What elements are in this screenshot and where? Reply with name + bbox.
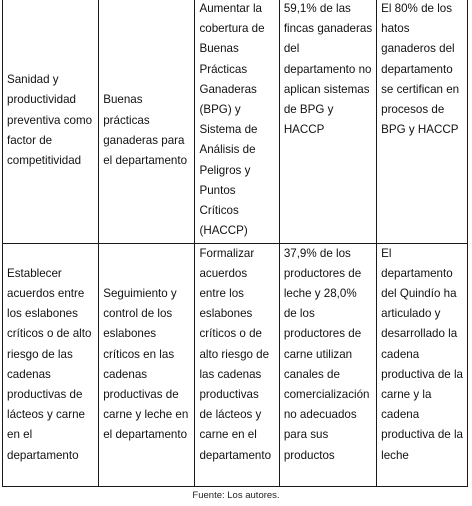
table-cell: El 80% de los hatos ganaderos del departamento se certifican en procesos de BPG y HACCP <box>377 0 468 243</box>
table-row <box>3 0 468 243</box>
table-cell: Seguimiento y control de los eslabones críticos en las cadenas productivas de carne y leche en el departamento <box>99 243 195 487</box>
table-cell: 37,9% de los productores de leche y 28,0% de los productores de carne utilizan canales de comercialización no adecuados para sus productos <box>279 243 376 487</box>
data-table <box>2 0 468 487</box>
table-cell: El departamento del Quindío ha articulado y desarrollado la cadena productiva de la carne y la cadena productiva de la leche <box>377 243 468 487</box>
table-cell: Buenas prácticas ganaderas para el departamento <box>99 0 195 243</box>
table-cell: Aumentar la cobertura de Buenas Prácticas Ganaderas (BPG) y Sistema de Análisis de Peligros y Puntos Críticos (HACCP) <box>195 0 279 243</box>
table-cell: 59,1% de las fincas ganaderas del departamento no aplican sistemas de BPG y HACCP <box>279 0 376 243</box>
table-source-caption: Fuente: Los autores. <box>192 490 280 501</box>
table-cell: Establecer acuerdos entre los eslabones críticos o de alto riesgo de las cadenas productivas de lácteos y carne en el departamento <box>3 243 99 487</box>
table-cell: Formalizar acuerdos entre los eslabones críticos o de alto riesgo de las cadenas productivas de lácteos y carne en el departamento <box>195 243 279 487</box>
table-row <box>3 243 468 487</box>
table-cell: Sanidad y productividad preventiva como factor de competitividad <box>3 0 99 243</box>
